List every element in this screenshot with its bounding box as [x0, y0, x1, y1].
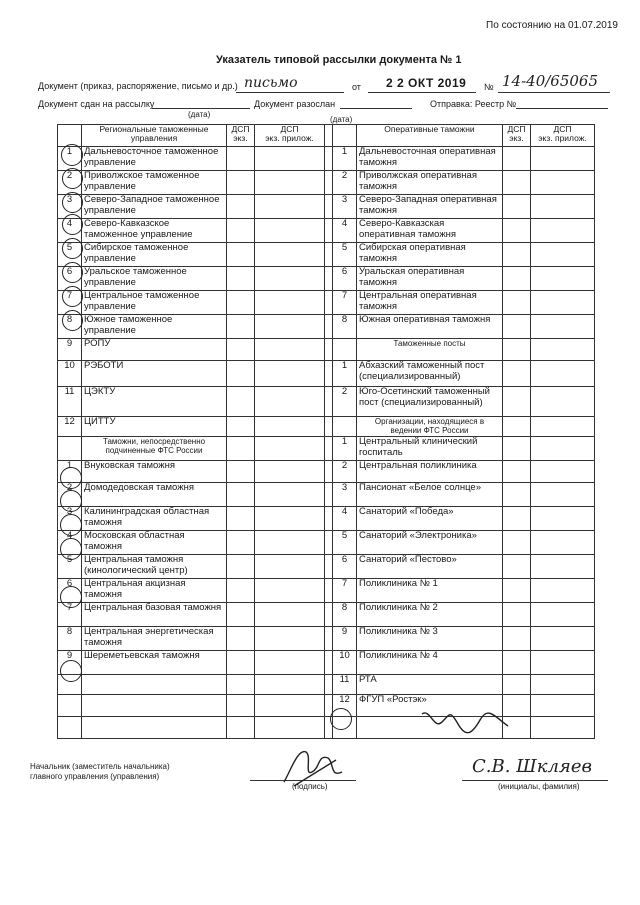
- right-dsp-attach-cell: [531, 437, 595, 461]
- right-section-title: Таможенные посты: [357, 339, 503, 361]
- right-recipient-name: Приволжская оперативная таможня: [357, 171, 503, 195]
- dispatched-label: Документ разослан: [254, 99, 336, 109]
- left-row-number: 1: [58, 461, 82, 483]
- left-recipient-name: Домодедовская таможня: [82, 483, 227, 507]
- right-recipient-name: Северо-Кавказская оперативная таможня: [357, 219, 503, 243]
- right-recipient-name: Абхазский таможенный пост (специализированный): [357, 361, 503, 387]
- left-row-number: 3: [58, 507, 82, 531]
- left-recipient-name: [82, 675, 227, 695]
- table-row: [58, 195, 595, 219]
- left-dsp-cell: [227, 267, 255, 291]
- spacer-cell: [325, 675, 333, 695]
- right-dsp-attach-cell: [531, 461, 595, 483]
- right-row-number: 4: [333, 219, 357, 243]
- mark-circle: [62, 238, 83, 259]
- mark-circle: [62, 262, 83, 283]
- table-row: [58, 531, 595, 555]
- left-dsp-attach-cell: [255, 147, 325, 171]
- right-dsp-attach-cell: [531, 195, 595, 219]
- left-dsp-attach-cell: [255, 339, 325, 361]
- right-row-number: 4: [333, 507, 357, 531]
- right-row-number: 10: [333, 651, 357, 675]
- left-row-number: 8: [58, 627, 82, 651]
- head-label-2: главного управления (управления): [30, 772, 160, 781]
- status-note: По состоянию на 01.07.2019: [486, 20, 618, 31]
- right-recipient-name: Центральная оперативная таможня: [357, 291, 503, 315]
- initials-hint: (инициалы, фамилия): [498, 782, 580, 791]
- right-dsp-cell: [503, 507, 531, 531]
- right-recipient-name: Дальневосточная оперативная таможня: [357, 147, 503, 171]
- right-row-number: 6: [333, 555, 357, 579]
- handwritten-mark: [420, 704, 510, 740]
- mark-circle: [60, 586, 82, 608]
- left-dsp-attach-cell: [255, 695, 325, 717]
- right-recipient-name: Поликлиника № 2: [357, 603, 503, 627]
- left-recipient-name: РЭБОТИ: [82, 361, 227, 387]
- left-row-number: 2: [58, 483, 82, 507]
- right-dsp-cell: [503, 675, 531, 695]
- table-row: [58, 461, 595, 483]
- right-dsp-attach-cell: [531, 717, 595, 739]
- document-number-value: 14-40/65065: [502, 72, 599, 90]
- left-recipient-name: Центральная таможня (кинологический центр): [82, 555, 227, 579]
- left-dsp-cell: [227, 291, 255, 315]
- table-row: [58, 267, 595, 291]
- mark-circle: [62, 214, 83, 235]
- spacer-cell: [325, 555, 333, 579]
- from-label: от: [352, 82, 361, 92]
- right-dsp-cell: [503, 291, 531, 315]
- right-dsp-cell: [503, 417, 531, 437]
- left-dsp-cell: [227, 147, 255, 171]
- right-dsp-cell: [503, 267, 531, 291]
- right-dsp-attach-cell: [531, 579, 595, 603]
- left-recipient-name: Центральная акцизная таможня: [82, 579, 227, 603]
- right-header-dsp: ДСП экз.: [503, 125, 531, 147]
- mark-circle: [330, 708, 352, 730]
- spacer-cell: [325, 315, 333, 339]
- left-row-number: 5: [58, 243, 82, 267]
- document-label: Документ (приказ, распоряжение, письмо и др.): [38, 81, 238, 91]
- right-recipient-name: Санаторий «Пестово»: [357, 555, 503, 579]
- left-dsp-cell: [227, 195, 255, 219]
- left-dsp-attach-cell: [255, 603, 325, 627]
- right-dsp-cell: [503, 437, 531, 461]
- right-dsp-attach-cell: [531, 171, 595, 195]
- left-dsp-attach-cell: [255, 219, 325, 243]
- right-recipient-name: ФГУП «Ростэк»: [357, 695, 503, 717]
- right-dsp-cell: [503, 555, 531, 579]
- table-row: [58, 579, 595, 603]
- left-dsp-cell: [227, 651, 255, 675]
- spacer-cell: [325, 531, 333, 555]
- left-row-number: 11: [58, 387, 82, 417]
- table-row: [58, 387, 595, 417]
- right-recipient-name: Поликлиника № 4: [357, 651, 503, 675]
- left-row-number: 7: [58, 291, 82, 315]
- right-dsp-cell: [503, 461, 531, 483]
- spacer-cell: [325, 507, 333, 531]
- left-row-number: 6: [58, 267, 82, 291]
- left-row-number: 12: [58, 417, 82, 437]
- left-recipient-name: Северо-Кавказское таможенное управление: [82, 219, 227, 243]
- right-recipient-name: Юго-Осетинский таможенный пост (специализированный): [357, 387, 503, 417]
- table-row: [58, 483, 595, 507]
- dispatched-date-hint: (дата): [330, 115, 353, 124]
- right-row-number: 1: [333, 437, 357, 461]
- right-recipient-name: Уральская оперативная таможня: [357, 267, 503, 291]
- left-dsp-attach-cell: [255, 461, 325, 483]
- left-recipient-name: [82, 717, 227, 739]
- right-dsp-attach-cell: [531, 339, 595, 361]
- left-dsp-cell: [227, 243, 255, 267]
- left-dsp-cell: [227, 603, 255, 627]
- mark-circle: [62, 168, 83, 189]
- left-dsp-attach-cell: [255, 417, 325, 437]
- right-dsp-cell: [503, 339, 531, 361]
- table-row: [58, 361, 595, 387]
- left-dsp-cell: [227, 555, 255, 579]
- left-row-number: 9: [58, 651, 82, 675]
- right-dsp-attach-cell: [531, 603, 595, 627]
- left-recipient-name: Уральское таможенное управление: [82, 267, 227, 291]
- left-dsp-cell: [227, 437, 255, 461]
- left-dsp-cell: [227, 531, 255, 555]
- signature-image: [276, 742, 348, 788]
- table-row: [58, 219, 595, 243]
- left-row-number: 2: [58, 171, 82, 195]
- right-dsp-attach-cell: [531, 361, 595, 387]
- left-dsp-attach-cell: [255, 315, 325, 339]
- mark-circle: [62, 310, 83, 331]
- right-dsp-attach-cell: [531, 507, 595, 531]
- right-dsp-cell: [503, 387, 531, 417]
- left-dsp-cell: [227, 483, 255, 507]
- spacer-cell: [325, 195, 333, 219]
- right-dsp-cell: [503, 361, 531, 387]
- number-label: №: [484, 82, 494, 92]
- left-dsp-cell: [227, 219, 255, 243]
- mark-circle: [61, 144, 83, 166]
- right-row-number: 2: [333, 171, 357, 195]
- right-dsp-attach-cell: [531, 417, 595, 437]
- left-row-number: 1: [58, 147, 82, 171]
- left-dsp-attach-cell: [255, 579, 325, 603]
- spacer-cell: [325, 651, 333, 675]
- left-recipient-name: Южное таможенное управление: [82, 315, 227, 339]
- right-dsp-cell: [503, 147, 531, 171]
- right-row-number: 12: [333, 695, 357, 717]
- right-section-title: Организации, находящиеся в ведении ФТС России: [357, 417, 503, 437]
- spacer-cell: [325, 603, 333, 627]
- right-row-number: 1: [333, 361, 357, 387]
- left-recipient-name: Центральная базовая таможня: [82, 603, 227, 627]
- left-recipient-name: Приволжское таможенное управление: [82, 171, 227, 195]
- left-recipient-name: Северо-Западное таможенное управление: [82, 195, 227, 219]
- table-row: [58, 603, 595, 627]
- left-row-number: 3: [58, 195, 82, 219]
- left-dsp-cell: [227, 675, 255, 695]
- right-dsp-attach-cell: [531, 695, 595, 717]
- right-dsp-attach-cell: [531, 531, 595, 555]
- table-row: [58, 417, 595, 437]
- spacer-cell: [325, 147, 333, 171]
- left-dsp-attach-cell: [255, 291, 325, 315]
- left-dsp-cell: [227, 315, 255, 339]
- spacer-cell: [325, 339, 333, 361]
- left-row-number: 6: [58, 579, 82, 603]
- table-row: [58, 147, 595, 171]
- right-row-number: 8: [333, 315, 357, 339]
- right-dsp-attach-cell: [531, 219, 595, 243]
- mark-circle: [62, 192, 83, 213]
- right-recipient-name: Северо-Западная оперативная таможня: [357, 195, 503, 219]
- left-dsp-attach-cell: [255, 171, 325, 195]
- left-row-number: [58, 437, 82, 461]
- left-recipient-name: Центральная энергетическая таможня: [82, 627, 227, 651]
- right-row-number: 3: [333, 195, 357, 219]
- right-row-number: 7: [333, 291, 357, 315]
- left-dsp-cell: [227, 171, 255, 195]
- spacer-cell: [325, 417, 333, 437]
- mark-circle: [62, 286, 83, 307]
- spacer-cell: [325, 437, 333, 461]
- left-recipient-name: Московская областная таможня: [82, 531, 227, 555]
- right-row-number: 8: [333, 603, 357, 627]
- spacer-cell: [325, 361, 333, 387]
- right-dsp-attach-cell: [531, 291, 595, 315]
- left-dsp-attach-cell: [255, 437, 325, 461]
- distribution-table: [57, 124, 595, 739]
- left-dsp-cell: [227, 339, 255, 361]
- right-row-number: 2: [333, 461, 357, 483]
- left-dsp-cell: [227, 579, 255, 603]
- table-row: [58, 627, 595, 651]
- left-row-number: [58, 717, 82, 739]
- right-row-number: 2: [333, 387, 357, 417]
- dispatch-registry-label: Отправка: Реестр №: [430, 99, 517, 109]
- left-dsp-attach-cell: [255, 507, 325, 531]
- right-row-number: 9: [333, 627, 357, 651]
- right-recipient-name: Центральная поликлиника: [357, 461, 503, 483]
- left-recipient-name: РОПУ: [82, 339, 227, 361]
- right-dsp-cell: [503, 243, 531, 267]
- table-row: [58, 437, 595, 461]
- left-header-dsp-attach: ДСП экз. прилож.: [255, 125, 325, 147]
- left-dsp-attach-cell: [255, 195, 325, 219]
- mark-circle: [60, 467, 82, 489]
- left-dsp-attach-cell: [255, 361, 325, 387]
- right-row-number: 1: [333, 147, 357, 171]
- left-recipient-name: Шереметьевская таможня: [82, 651, 227, 675]
- spacer-cell: [325, 461, 333, 483]
- left-dsp-attach-cell: [255, 555, 325, 579]
- right-dsp-cell: [503, 603, 531, 627]
- left-row-number: 5: [58, 555, 82, 579]
- spacer-cell: [325, 387, 333, 417]
- right-dsp-attach-cell: [531, 147, 595, 171]
- right-dsp-attach-cell: [531, 483, 595, 507]
- right-dsp-attach-cell: [531, 315, 595, 339]
- table-row: [58, 651, 595, 675]
- left-dsp-cell: [227, 507, 255, 531]
- mark-circle: [60, 490, 82, 512]
- right-dsp-attach-cell: [531, 555, 595, 579]
- document-type-value: письмо: [244, 75, 298, 91]
- left-dsp-attach-cell: [255, 387, 325, 417]
- left-recipient-name: Центральное таможенное управление: [82, 291, 227, 315]
- left-dsp-attach-cell: [255, 717, 325, 739]
- right-dsp-cell: [503, 315, 531, 339]
- right-dsp-cell: [503, 171, 531, 195]
- right-row-number: 3: [333, 483, 357, 507]
- left-dsp-cell: [227, 717, 255, 739]
- left-dsp-attach-cell: [255, 483, 325, 507]
- table-row: [58, 675, 595, 695]
- left-dsp-attach-cell: [255, 627, 325, 651]
- sent-date-hint: (дата): [188, 110, 211, 119]
- left-row-number: 7: [58, 603, 82, 627]
- page-title: Указатель типовой рассылки документа № 1: [216, 54, 462, 66]
- right-header-name: Оперативные таможни: [357, 125, 503, 147]
- left-recipient-name: ЦИТТУ: [82, 417, 227, 437]
- right-recipient-name: Южная оперативная таможня: [357, 315, 503, 339]
- mark-circle: [60, 538, 82, 560]
- left-recipient-name: Внуковская таможня: [82, 461, 227, 483]
- right-recipient-name: Центральный клинический госпиталь: [357, 437, 503, 461]
- left-dsp-attach-cell: [255, 243, 325, 267]
- table-row: [58, 695, 595, 717]
- right-dsp-cell: [503, 627, 531, 651]
- left-recipient-name: ЦЭКТУ: [82, 387, 227, 417]
- left-row-number: 4: [58, 219, 82, 243]
- right-dsp-cell: [503, 579, 531, 603]
- left-row-number: 9: [58, 339, 82, 361]
- left-row-number: 4: [58, 531, 82, 555]
- right-row-number: [333, 339, 357, 361]
- right-row-number: 5: [333, 243, 357, 267]
- right-recipient-name: Санаторий «Электроника»: [357, 531, 503, 555]
- right-recipient-name: Санаторий «Победа»: [357, 507, 503, 531]
- right-row-number: 6: [333, 267, 357, 291]
- left-row-number: 10: [58, 361, 82, 387]
- right-dsp-attach-cell: [531, 651, 595, 675]
- left-header-name: Региональные таможенные управления: [82, 125, 227, 147]
- left-dsp-cell: [227, 361, 255, 387]
- mark-circle: [60, 660, 82, 682]
- spacer-cell: [325, 579, 333, 603]
- left-dsp-cell: [227, 387, 255, 417]
- spacer-cell: [325, 171, 333, 195]
- spacer-cell: [325, 219, 333, 243]
- left-dsp-cell: [227, 695, 255, 717]
- left-recipient-name: [82, 695, 227, 717]
- right-dsp-attach-cell: [531, 387, 595, 417]
- spacer-cell: [325, 243, 333, 267]
- right-dsp-cell: [503, 219, 531, 243]
- head-label-1: Начальник (заместитель начальника): [30, 762, 170, 771]
- table-row: [58, 171, 595, 195]
- left-recipient-name: Дальневосточное таможенное управление: [82, 147, 227, 171]
- spacer-cell: [325, 267, 333, 291]
- right-header-dsp-attach: ДСП экз. прилож.: [531, 125, 595, 147]
- table-row: [58, 243, 595, 267]
- right-row-number: [333, 417, 357, 437]
- left-recipient-name: Калининградская областная таможня: [82, 507, 227, 531]
- right-row-number: 7: [333, 579, 357, 603]
- left-recipient-name: Сибирское таможенное управление: [82, 243, 227, 267]
- spacer-cell: [325, 627, 333, 651]
- left-dsp-attach-cell: [255, 675, 325, 695]
- table-row: [58, 291, 595, 315]
- left-dsp-attach-cell: [255, 267, 325, 291]
- left-row-number: 8: [58, 315, 82, 339]
- right-recipient-name: Поликлиника № 3: [357, 627, 503, 651]
- left-header-dsp: ДСП экз.: [227, 125, 255, 147]
- right-recipient-name: Сибирская оперативная таможня: [357, 243, 503, 267]
- table-row: [58, 339, 595, 361]
- table-row: [58, 555, 595, 579]
- spacer-cell: [325, 483, 333, 507]
- left-dsp-attach-cell: [255, 651, 325, 675]
- right-recipient-name: Пансионат «Белое солнце»: [357, 483, 503, 507]
- spacer-cell: [325, 291, 333, 315]
- right-dsp-attach-cell: [531, 243, 595, 267]
- right-dsp-attach-cell: [531, 627, 595, 651]
- left-section-title: Таможни, непосредственно подчиненные ФТС России: [82, 437, 227, 461]
- initials-value: С.В. Шкляев: [472, 756, 592, 777]
- left-dsp-cell: [227, 627, 255, 651]
- right-dsp-attach-cell: [531, 675, 595, 695]
- signature-hint: (подпись): [292, 782, 328, 791]
- right-row-number: 5: [333, 531, 357, 555]
- right-dsp-attach-cell: [531, 267, 595, 291]
- sent-label: Документ сдан на рассылку: [38, 99, 155, 109]
- table-row: [58, 315, 595, 339]
- right-dsp-cell: [503, 483, 531, 507]
- table-row: [58, 507, 595, 531]
- left-row-number: [58, 695, 82, 717]
- right-dsp-cell: [503, 651, 531, 675]
- left-dsp-cell: [227, 417, 255, 437]
- right-dsp-cell: [503, 531, 531, 555]
- right-dsp-cell: [503, 195, 531, 219]
- left-dsp-cell: [227, 461, 255, 483]
- mark-circle: [60, 514, 82, 536]
- right-row-number: 11: [333, 675, 357, 695]
- right-recipient-name: РТА: [357, 675, 503, 695]
- table-row: [58, 717, 595, 739]
- left-dsp-attach-cell: [255, 531, 325, 555]
- date-stamp: 2 2 ОКТ 2019: [386, 76, 467, 90]
- right-recipient-name: Поликлиника № 1: [357, 579, 503, 603]
